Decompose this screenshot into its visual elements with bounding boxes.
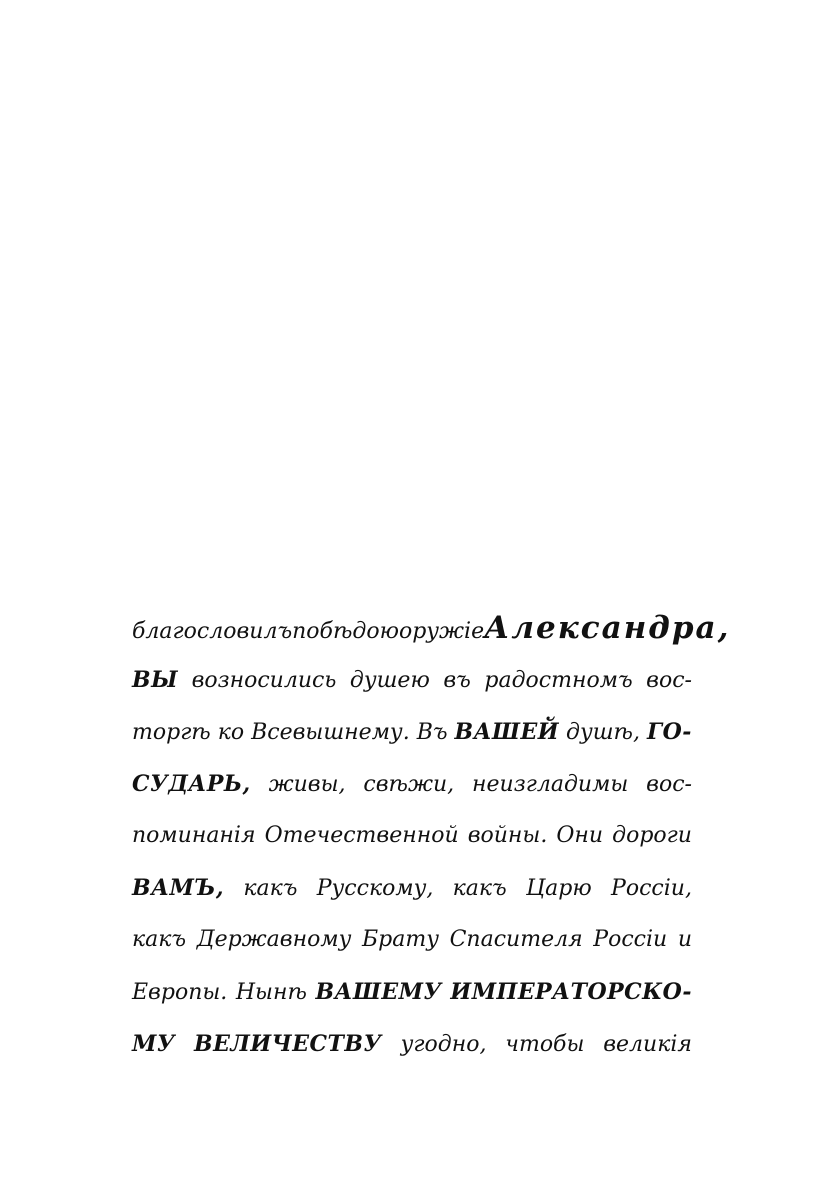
word: Русскому,: [316, 876, 434, 901]
word: великія: [603, 1032, 692, 1057]
word: побѣдою: [292, 619, 399, 644]
word: Всевышнему.: [251, 720, 410, 745]
text-line-6: [132, 862, 692, 914]
word: благословилъ: [132, 619, 293, 644]
word: Они: [556, 823, 604, 848]
word: живы,: [268, 772, 346, 797]
word: какъ: [452, 876, 507, 901]
word: ВАШЕЙ: [454, 719, 559, 745]
word: Россіи,: [611, 876, 692, 901]
word: ВАМЪ,: [132, 875, 225, 901]
word: ВЕЛИЧЕСТВУ: [194, 1031, 382, 1057]
word: какъ: [243, 876, 298, 901]
text-line-7: [132, 914, 692, 966]
text-line-3: [132, 706, 692, 758]
word: торгѣ: [132, 720, 211, 745]
word: поминанія: [132, 823, 256, 848]
word: душею: [349, 668, 430, 693]
word: ВАШЕМУ: [315, 979, 442, 1005]
text-line-2: [132, 654, 692, 706]
text-line-1: [132, 602, 731, 654]
body-text: [132, 602, 731, 1070]
word: ИМПЕРАТОРСКО-: [450, 979, 692, 1005]
word: МУ: [132, 1031, 176, 1057]
word: дороги: [612, 823, 692, 848]
word: чтобы: [505, 1032, 585, 1057]
word: угодно,: [400, 1032, 487, 1057]
word: неизгладимы: [472, 772, 629, 797]
word: возносились: [191, 668, 337, 693]
word: какъ: [132, 927, 187, 952]
word: радостномъ: [484, 668, 633, 693]
word: свѣжи,: [363, 772, 455, 797]
word: СУДАРЬ,: [132, 771, 251, 797]
text-line-4: [132, 758, 692, 810]
text-line-9: [132, 1018, 692, 1070]
word: и: [677, 927, 692, 952]
word: Въ: [416, 720, 448, 745]
word: ГО-: [646, 719, 692, 745]
word: вос-: [646, 668, 692, 693]
word: Россіи: [593, 927, 668, 952]
word: оружіе: [398, 619, 485, 644]
word: Спасителя: [449, 927, 583, 952]
word: въ: [443, 668, 471, 693]
word: Державному: [196, 927, 352, 952]
emphasized-name: Александра,: [484, 610, 731, 646]
word: Нынѣ: [235, 980, 307, 1005]
text-line-8: [132, 966, 692, 1018]
word: ко: [217, 720, 245, 745]
word: Европы.: [132, 980, 228, 1005]
text-line-5: [132, 810, 692, 862]
word: войны.: [467, 823, 548, 848]
word: вос-: [646, 772, 692, 797]
word: Царю: [525, 876, 592, 901]
word: ВЫ: [132, 667, 179, 693]
word: Отечественной: [264, 823, 459, 848]
word: Брату: [361, 927, 439, 952]
word: душѣ,: [566, 720, 640, 745]
